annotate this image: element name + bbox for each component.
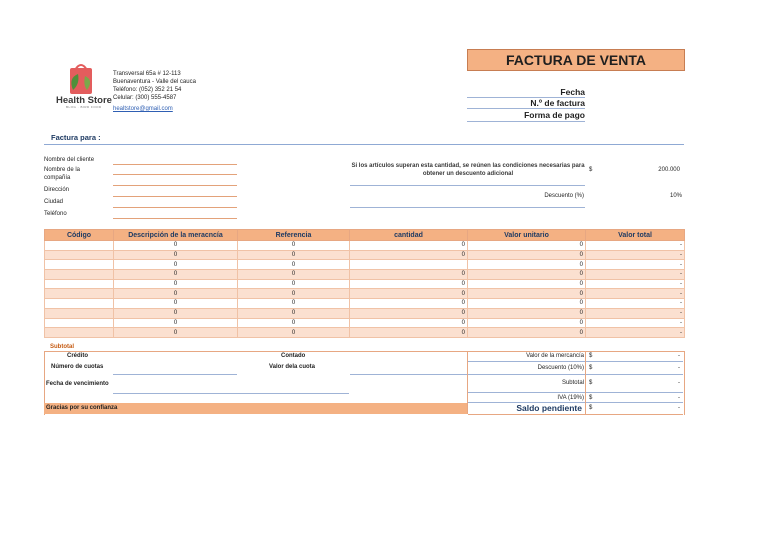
cell-cantidad[interactable]: 0: [350, 299, 468, 309]
table-header-row: [45, 230, 685, 241]
cell-referencia[interactable]: 0: [238, 308, 350, 318]
saldo-pendiente-value: -: [678, 405, 680, 411]
total-subtotal-value: -: [678, 380, 680, 386]
cell-valor-total: -: [586, 279, 685, 289]
cell-codigo[interactable]: [45, 250, 114, 260]
store-phone: Teléfono: (052) 352 21 54: [113, 87, 182, 94]
direccion-field[interactable]: [113, 196, 237, 197]
cell-cantidad[interactable]: 0: [350, 241, 468, 251]
discount-percent: 10%: [669, 193, 682, 199]
items-table: [44, 229, 685, 338]
forma-pago-line: [467, 121, 585, 122]
total-descuento-currency: $: [589, 365, 593, 371]
cell-descripcion[interactable]: 0: [114, 250, 238, 260]
total-iva-currency: $: [589, 395, 593, 401]
cell-descripcion[interactable]: 0: [114, 318, 238, 328]
total-mercancia-value: -: [678, 353, 680, 359]
cell-cantidad[interactable]: 0: [350, 328, 468, 338]
store-address-1: Transversal 65a # 12-113: [113, 71, 181, 77]
header-descripcion: Descripción de la meracncía: [114, 230, 238, 241]
total-descuento-value: -: [678, 365, 680, 371]
cell-descripcion[interactable]: 0: [114, 328, 238, 338]
cell-valor-unitario[interactable]: 0: [468, 279, 586, 289]
logo-tagline: BLOG · BIRD FOOD: [66, 105, 102, 109]
thanks-message: Gracias por su confianza: [44, 403, 467, 414]
cell-descripcion[interactable]: 0: [114, 308, 238, 318]
table-row: [45, 270, 685, 280]
valor-cuota-label: Valor dela cuota: [269, 364, 316, 370]
table-row: [45, 299, 685, 309]
cell-codigo[interactable]: [45, 308, 114, 318]
cell-cantidad[interactable]: 0: [350, 289, 468, 299]
cell-valor-unitario[interactable]: 0: [468, 270, 586, 280]
contado-label: Contado: [281, 353, 306, 359]
cell-codigo[interactable]: [45, 328, 114, 338]
total-line: [468, 361, 683, 362]
discount-note-line: [350, 185, 585, 186]
cliente-label: Nombre del cliente: [44, 157, 95, 163]
vencimiento-label: Fecha de vencimiento: [46, 381, 109, 387]
cell-codigo[interactable]: [45, 279, 114, 289]
compania-field-2[interactable]: [113, 185, 237, 186]
cell-referencia[interactable]: 0: [238, 289, 350, 299]
cell-valor-unitario[interactable]: 0: [468, 318, 586, 328]
valor-cuota-field[interactable]: [350, 374, 467, 375]
header-cantidad: cantidad: [350, 230, 468, 241]
vencimiento-field[interactable]: [113, 393, 349, 394]
factura-para-label: Factura para :: [51, 133, 101, 142]
store-mobile: Celular: (300) 555-4587: [113, 95, 177, 102]
discount-threshold: 200.000: [658, 167, 680, 173]
cell-codigo[interactable]: [45, 299, 114, 309]
cell-descripcion[interactable]: 0: [114, 279, 238, 289]
total-mercancia-label: Valor de la mercancía: [526, 353, 584, 359]
cell-referencia[interactable]: 0: [238, 241, 350, 251]
cell-valor-total: -: [586, 241, 685, 251]
cell-valor-unitario[interactable]: 0: [468, 250, 586, 260]
compania-label: Nombre de la compañía: [44, 167, 81, 182]
telefono-field[interactable]: [113, 218, 237, 219]
total-line: [468, 392, 683, 393]
cell-valor-unitario[interactable]: 0: [468, 328, 586, 338]
ciudad-label: Ciudad: [44, 199, 64, 205]
header-referencia: Referencia: [238, 230, 350, 241]
numero-line: [467, 108, 585, 109]
cliente-field[interactable]: [113, 164, 237, 165]
header-valor-unitario: Valor unitario: [468, 230, 586, 241]
cell-descripcion[interactable]: 0: [114, 241, 238, 251]
cell-valor-total: -: [586, 270, 685, 280]
table-subtotal-label: Subtotal: [50, 344, 74, 350]
cell-codigo[interactable]: [45, 241, 114, 251]
total-line: [468, 374, 683, 375]
saldo-line: [468, 414, 683, 415]
cell-descripcion[interactable]: 0: [114, 270, 238, 280]
header-codigo: Código: [45, 230, 114, 241]
cell-valor-total: -: [586, 289, 685, 299]
cell-codigo[interactable]: [45, 318, 114, 328]
cell-codigo[interactable]: [45, 270, 114, 280]
table-row: [45, 279, 685, 289]
cell-referencia[interactable]: 0: [238, 318, 350, 328]
store-email-link[interactable]: healtstore@gmail.com: [113, 106, 173, 113]
table-row: [45, 241, 685, 251]
cell-valor-total: -: [586, 299, 685, 309]
forma-pago-label: Forma de pago: [524, 110, 585, 120]
section-divider: [44, 144, 684, 145]
store-address-2: Buenaventura - Valle del cauca: [113, 79, 196, 86]
table-row: [45, 289, 685, 299]
cell-referencia[interactable]: 0: [238, 279, 350, 289]
cell-referencia[interactable]: 0: [238, 260, 350, 270]
header-valor-total: Valor total: [586, 230, 685, 241]
table-row: [45, 308, 685, 318]
invoice-title: FACTURA DE VENTA: [467, 49, 685, 71]
cell-valor-total: -: [586, 250, 685, 260]
total-iva-label: IVA (19%): [557, 395, 584, 401]
discount-currency: $: [589, 167, 593, 173]
cell-descripcion[interactable]: 0: [114, 260, 238, 270]
cell-valor-unitario[interactable]: 0: [468, 289, 586, 299]
cell-referencia[interactable]: 0: [238, 270, 350, 280]
total-mercancia-currency: $: [589, 353, 593, 359]
cell-cantidad[interactable]: 0: [350, 279, 468, 289]
direccion-label: Dirección: [44, 187, 70, 193]
table-row: [45, 250, 685, 260]
total-iva-value: -: [678, 395, 680, 401]
cell-referencia[interactable]: 0: [238, 250, 350, 260]
cell-referencia[interactable]: 0: [238, 328, 350, 338]
cell-valor-unitario[interactable]: 0: [468, 299, 586, 309]
fecha-label: Fecha: [560, 87, 585, 97]
compania-field[interactable]: [113, 174, 237, 175]
saldo-pendiente-label: Saldo pendiente: [516, 403, 582, 413]
table-row: [45, 260, 685, 270]
credito-label: Crédito: [67, 353, 88, 359]
discount-label: Descuento (%): [544, 193, 584, 199]
cell-cantidad[interactable]: 0: [350, 250, 468, 260]
cell-codigo[interactable]: [45, 289, 114, 299]
cell-referencia[interactable]: 0: [238, 299, 350, 309]
table-row: [45, 318, 685, 328]
total-descuento-label: Descuento (10%): [537, 365, 584, 371]
cell-valor-unitario[interactable]: 0: [468, 260, 586, 270]
cell-cantidad[interactable]: [350, 260, 468, 270]
cell-descripcion[interactable]: 0: [114, 289, 238, 299]
cell-valor-total: -: [586, 308, 685, 318]
cell-cantidad[interactable]: 0: [350, 318, 468, 328]
cell-valor-unitario[interactable]: 0: [468, 308, 586, 318]
cell-valor-total: -: [586, 328, 685, 338]
totals-divider: [585, 351, 586, 414]
cell-valor-total: -: [586, 260, 685, 270]
logo-text: Health Store: [56, 95, 112, 106]
cell-valor-total: -: [586, 318, 685, 328]
cuotas-label: Número de cuotas: [51, 364, 104, 370]
table-row: [45, 328, 685, 338]
cell-descripcion[interactable]: 0: [114, 299, 238, 309]
cell-codigo[interactable]: [45, 260, 114, 270]
ciudad-field[interactable]: [113, 207, 237, 208]
store-info: [113, 70, 196, 113]
cell-valor-unitario[interactable]: 0: [468, 241, 586, 251]
total-subtotal-label: Subtotal: [561, 380, 584, 386]
discount-line: [350, 207, 585, 208]
total-subtotal-currency: $: [589, 380, 593, 386]
numero-factura-label: N.º de factura: [530, 98, 585, 108]
cell-cantidad[interactable]: 0: [350, 308, 468, 318]
cell-cantidad[interactable]: 0: [350, 270, 468, 280]
telefono-label: Teléfono: [44, 211, 67, 217]
discount-note: Si los artículos superan esta cantidad, se reúnen las condiciones necesarias para obtener un descuento adicional: [351, 163, 585, 178]
saldo-pendiente-currency: $: [589, 405, 593, 411]
cuotas-field[interactable]: [113, 374, 237, 375]
